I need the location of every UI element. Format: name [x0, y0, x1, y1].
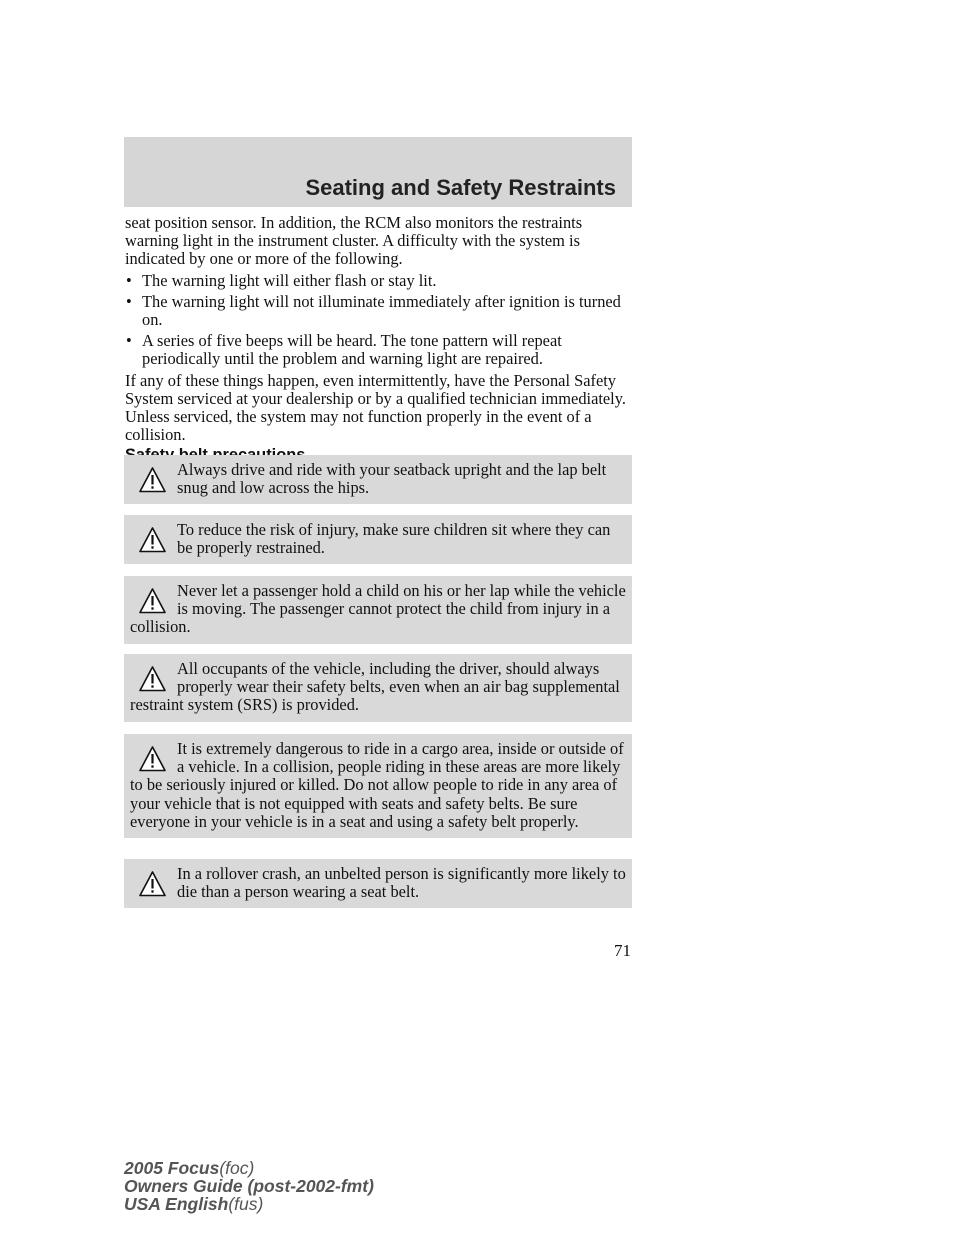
warning-text: To reduce the risk of injury, make sure children sit where they can be properly restrained. [177, 520, 611, 558]
warning-triangle-icon [138, 587, 167, 615]
footer-language: USA English [124, 1194, 229, 1214]
warning-triangle-icon [138, 526, 167, 554]
warning-box [124, 515, 632, 564]
footer-line [124, 1195, 374, 1213]
warning-text: In a rollover crash, an unbelted person is significantly more likely to die than a person wearing a seat belt. [177, 864, 626, 902]
warning-box [124, 734, 632, 838]
footer-model: 2005 Focus [124, 1158, 220, 1178]
section-header-band [124, 137, 632, 207]
warning-triangle-icon [138, 665, 167, 693]
footer-model-code: (foc) [219, 1158, 255, 1178]
warning-box [124, 576, 632, 644]
warning-box [124, 859, 632, 908]
footer-guide: Owners Guide (post-2002-fmt) [124, 1176, 374, 1196]
bullet-icon: • [126, 270, 132, 290]
document-footer [124, 1159, 374, 1213]
list-item-text: A series of five beeps will be heard. The tone pattern will repeat periodically until the problem and warning light are repaired. [142, 331, 562, 369]
warning-text: It is extremely dangerous to ride in a cargo area, inside or outside of a vehicle. In a collision, people riding in these areas are more likely to be seriously injured or killed. Do not allow people to ride in any area of your vehicle that is not equipped with seats and safety belts. Be sure everyone in your vehicle is in a seat and using a safety belt properly. [130, 739, 624, 831]
list-item [125, 293, 633, 329]
warning-triangle-icon [138, 870, 167, 898]
warning-text: Always drive and ride with your seatback upright and the lap belt snug and low across the hips. [177, 460, 607, 498]
list-item-text: The warning light will either flash or stay lit. [142, 270, 437, 290]
warning-box [124, 654, 632, 722]
intro-paragraph: seat position sensor. In addition, the RCM also monitors the restraints warning light in the instrument cluster. A difficulty with the system is indicated by one or more of the following. [125, 213, 583, 269]
warning-box [124, 455, 632, 504]
bullet-icon: • [126, 331, 132, 351]
warning-text: All occupants of the vehicle, including the driver, should always properly wear their safety belts, even when an air bag supplemental restraint system (SRS) is provided. [130, 659, 620, 715]
list-item [125, 332, 633, 368]
list-item [125, 272, 633, 290]
page-number: 71 [614, 941, 631, 960]
warning-triangle-icon [138, 745, 167, 773]
symptom-list [125, 272, 633, 369]
list-item-text: The warning light will not illuminate immediately after ignition is turned on. [142, 291, 621, 330]
bullet-icon: • [126, 291, 132, 311]
warning-triangle-icon [138, 466, 167, 494]
warning-text: Never let a passenger hold a child on his or her lap while the vehicle is moving. The passenger cannot protect the child from injury in a collision. [130, 581, 626, 637]
body-text [125, 214, 633, 465]
footer-language-code: (fus) [228, 1194, 264, 1214]
page-title: Seating and Safety Restraints [305, 175, 616, 200]
footer-line [124, 1159, 374, 1177]
service-paragraph: If any of these things happen, even intermittently, have the Personal Safety System serviced at your dealership or by a qualified technician immediately. Unless serviced, the system may not function properly in the event of a collision. [125, 370, 626, 445]
